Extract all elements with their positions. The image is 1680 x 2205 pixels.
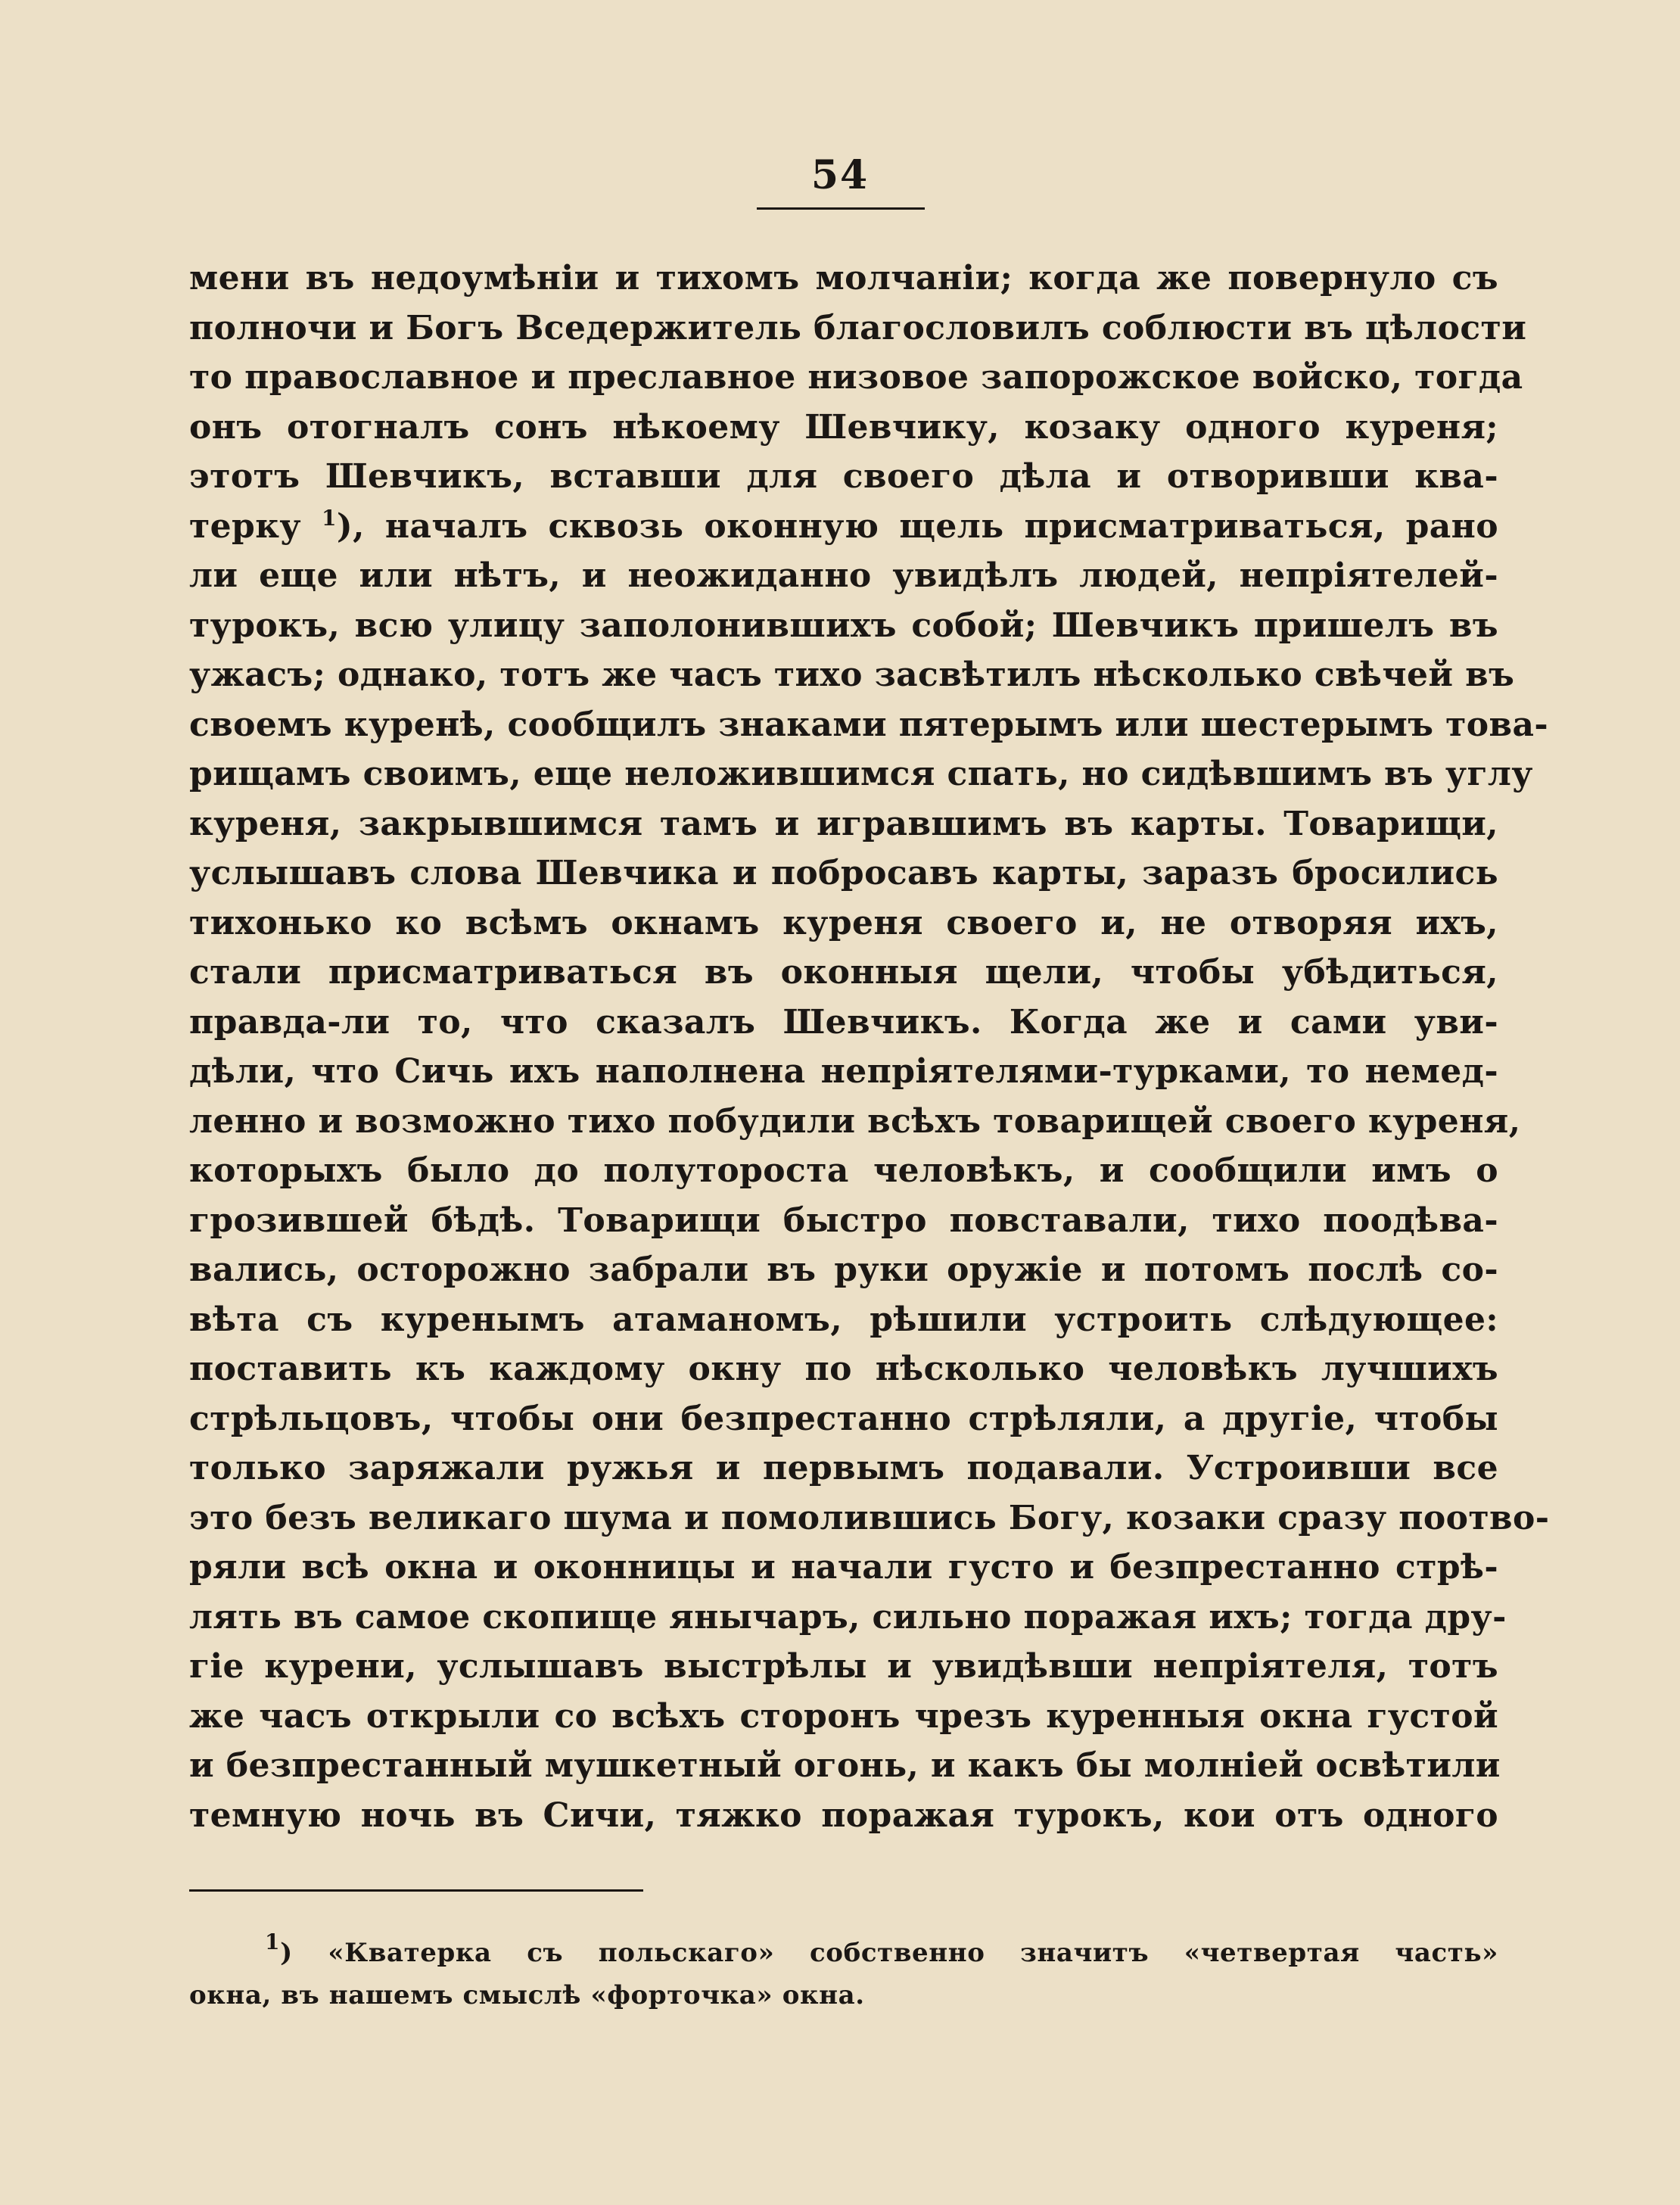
footnote [189,1929,1498,2017]
text-line: ужасъ; однако, тотъ же часъ тихо засвѣтилъ нѣсколько свѣчей въ [189,656,1515,694]
page-number-rule [757,207,925,210]
text-line: мени въ недоумѣніи и тихомъ молчаніи; когда же повернуло съ [189,259,1498,297]
footnote-line: окна, въ нашемъ смыслѣ «форточка» окна. [189,1980,865,2010]
text-line: рищамъ своимъ, еще неложившимся спать, но сидѣвшимъ въ углу [189,755,1533,793]
text-line: же часъ открыли со всѣхъ сторонъ чрезъ куренныя окна густой [189,1696,1498,1736]
main-text [189,254,1550,1890]
text-line: вѣта съ куренымъ атаманомъ, рѣшили устроить слѣдующее: [189,1300,1498,1339]
text-line: и безпрестанный мушкетный огонь, и какъ бы молніей освѣтили [189,1746,1501,1785]
text-line: темную ночь въ Сичи, тяжко поражая турокъ, кои отъ одного [189,1795,1498,1835]
footnote-line [189,1929,1498,1974]
text-line: онъ отогналъ сонъ нѣкоему Шевчику, козаку одного куреня; [189,407,1498,447]
text-line: дѣли, что Сичь ихъ наполнена непріятелями-турками, то немед- [189,1052,1498,1091]
text-line: вались, осторожно забрали въ руки оружіе и потомъ послѣ со- [189,1250,1498,1289]
footnote-separator [189,1889,643,1892]
text-line: куреня, закрывшимся тамъ и игравшимъ въ карты. Товарищи, [189,804,1498,843]
text-line: турокъ, всю улицу заполонившихъ собой; Шевчикъ пришелъ въ [189,606,1498,645]
text-line: то православное и преславное низовое запорожское войско, тогда [189,358,1523,397]
text-line [189,1840,1498,1890]
text-line: своемъ куренѣ, сообщилъ знаками пятерымъ или шестерымъ това- [189,705,1549,744]
text-line: грозившей бѣдѣ. Товарищи быстро повставали, тихо поодѣва- [189,1201,1498,1240]
text-line: правда-ли то, что сказалъ Шевчикъ. Когда же и сами уви- [189,1002,1498,1042]
text-line: тихонько ко всѣмъ окнамъ куреня своего и, не отворяя ихъ, [189,903,1498,942]
text-line: только заряжали ружья и первымъ подавали. Устроивши все [189,1449,1498,1487]
footnote-reference: 1 [322,505,337,531]
text-line: стрѣльцовъ, чтобы они безпрестанно стрѣляли, а другіе, чтобы [189,1399,1498,1438]
text-line: лять въ самое скопище янычаръ, сильно поражая ихъ; тогда дру- [189,1597,1507,1637]
text-line: полночи и Богъ Вседержитель благословилъ соблюсти въ цѣлости [189,308,1527,347]
footnote-text: ) «Кватерка съ польскаго» собственно значитъ «четвертая часть» [280,1938,1498,1968]
text-line: ли еще или нѣтъ, и неожиданно увидѣлъ людей, непріятелей- [189,556,1498,595]
page-number: 54 [810,152,870,198]
text-line: ленно и возможно тихо побудили всѣхъ товарищей своего куреня, [189,1101,1521,1141]
text-line: гіе курени, услышавъ выстрѣлы и увидѣвши непріятеля, тотъ [189,1647,1498,1686]
text-line: которыхъ было до полутороста человѣкъ, и сообщили имъ о [189,1151,1498,1190]
footnote-marker: 1 [265,1929,281,1954]
text-fragment: терку [189,506,301,546]
text-line: услышавъ слова Шевчика и побросавъ карты, заразъ бросились [189,854,1498,892]
text-line: ряли всѣ окна и оконницы и начали густо и безпрестанно стрѣ- [189,1548,1498,1587]
text-line: это безъ великаго шума и помолившись Богу, козаки сразу поотво- [189,1498,1550,1537]
text-line: поставить къ каждому окну по нѣсколько человѣкъ лучшихъ [189,1350,1498,1388]
text-line: этотъ Шевчикъ, вставши для своего дѣла и отворивши ква- [189,457,1498,496]
text-line: стали присматриваться въ оконныя щели, чтобы убѣдиться, [189,953,1498,992]
text-fragment: ), началъ сквозь оконную щель присматриваться, рано [336,506,1499,546]
text-line [189,502,1498,552]
